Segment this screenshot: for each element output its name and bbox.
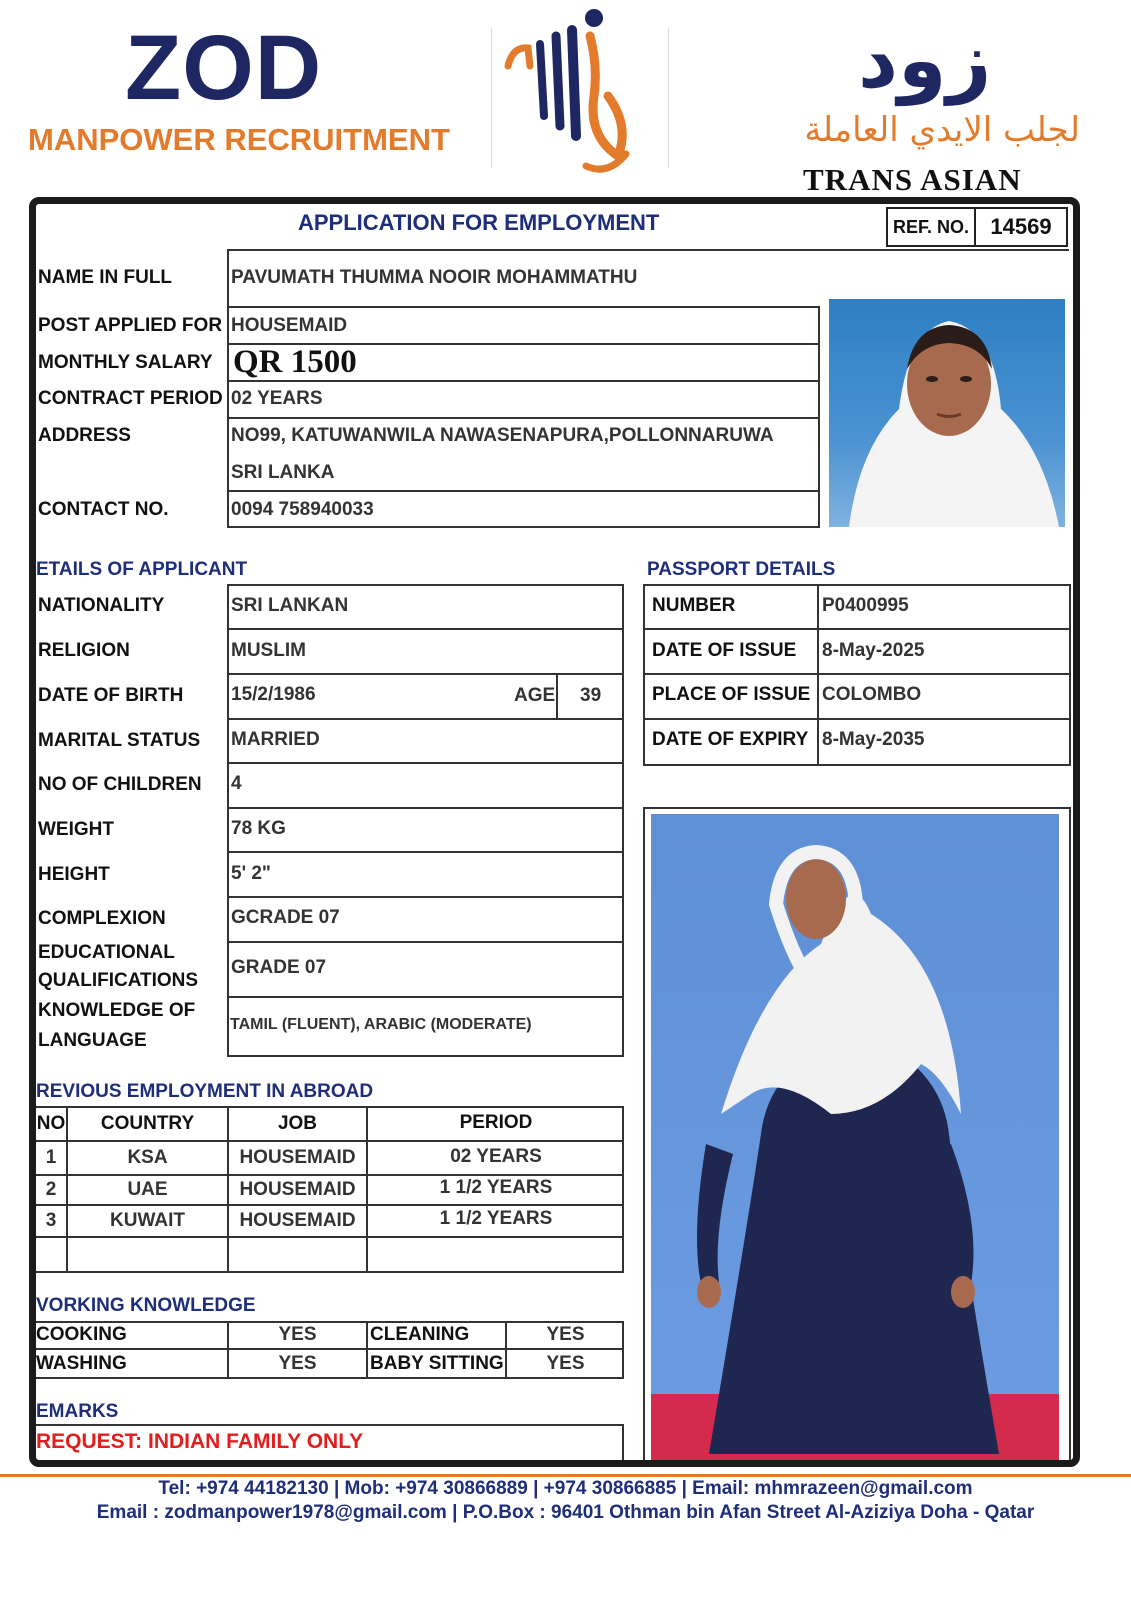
section-working-title: VORKING KNOWLEDGE [36,1295,256,1316]
label-language: KNOWLEDGE OF [38,1000,196,1021]
arabic-subtitle: لجلب الايدي العاملة [804,110,1080,150]
label-dob: DATE OF BIRTH [38,685,184,706]
prev-row-no: 2 [45,1179,57,1200]
label-education-line2: QUALIFICATIONS [38,970,199,991]
label-issue-place: PLACE OF ISSUE [652,684,811,705]
remarks-text: REQUEST: INDIAN FAMILY ONLY [36,1430,364,1453]
grid-line [227,673,624,675]
prev-row-period: 1 1/2 YEARS [439,1208,553,1229]
label-complexion: COMPLEXION [38,908,166,929]
label-passport-number: NUMBER [652,595,736,616]
value-issue-date: 8-May-2025 [822,640,925,661]
value-passport-number: P0400995 [822,595,909,616]
skill-cooking: COOKING [36,1324,127,1345]
full-body-photo [651,814,1059,1460]
ref-label: REF. NO. [888,209,976,245]
label-weight: WEIGHT [38,819,114,840]
label-religion: RELIGION [38,640,130,661]
value-contract: 02 YEARS [231,388,323,409]
value-post: HOUSEMAID [231,315,348,336]
grid-line [817,584,819,766]
label-post: POST APPLIED FOR [38,315,223,336]
company-logo-icon [498,6,638,176]
grid-line [366,1321,368,1379]
section-passport-title: PASSPORT DETAILS [647,559,836,580]
value-religion: MUSLIM [231,640,306,661]
section-previous-title: REVIOUS EMPLOYMENT IN ABROAD [36,1081,374,1102]
portrait-photo [829,299,1065,527]
grid-line [36,1424,624,1426]
grid-line [622,1424,624,1464]
skill-baby-sitting: BABY SITTING [370,1353,504,1374]
prev-row-period: 02 YEARS [450,1146,542,1167]
value-weight: 78 KG [231,818,286,839]
grid-line [227,249,1069,251]
prev-row-country: UAE [127,1179,168,1200]
skill-cleaning: CLEANING [370,1324,470,1345]
label-height: HEIGHT [38,864,110,885]
grid-line [36,1204,624,1206]
ref-number-box [886,207,1068,247]
grid-line [227,718,624,720]
value-children: 4 [231,773,242,794]
value-education: GRADE 07 [231,957,327,978]
label-expiry-date: DATE OF EXPIRY [652,729,809,750]
grid-line [227,490,820,492]
prev-header-no: NO [36,1113,66,1134]
grid-line [227,628,624,630]
grid-line [36,1348,624,1350]
prev-row-no: 3 [45,1210,57,1231]
footer-divider [0,1474,1131,1477]
prev-row-period: 1 1/2 YEARS [439,1177,553,1198]
grid-line [643,673,1071,675]
label-education: EDUCATIONAL [38,942,175,963]
grid-line [818,306,820,528]
value-nationality: SRI LANKAN [231,595,349,616]
grid-line [227,417,820,419]
grid-line [227,896,624,898]
label-age: AGE [514,685,556,706]
label-name: NAME IN FULL [38,267,173,288]
value-dob: 15/2/1986 [231,684,316,705]
skill-washing: WASHING [36,1353,127,1374]
value-issue-place: COLOMBO [822,684,922,705]
value-expiry-date: 8-May-2035 [822,729,925,750]
footer-contact: Tel: +974 44182130 | Mob: +974 30866889 | +974 30866885 | Email: mhmrazeen@gmail.com [158,1478,973,1499]
prev-row-no: 1 [45,1147,57,1168]
label-salary: MONTHLY SALARY [38,352,213,373]
grid-line [227,996,624,998]
arabic-brand: زود [858,16,992,106]
value-age: 39 [580,685,602,706]
grid-line [36,1174,624,1176]
value-complexion: GCRADE 07 [231,907,340,928]
value-address-line2: SRI LANKA [231,462,335,483]
grid-line [227,851,624,853]
header-divider [668,28,669,168]
label-language-line2: LANGUAGE [38,1030,147,1051]
grid-line [227,249,229,528]
value-height: 5' 2" [231,863,271,884]
skill-washing-value: YES [278,1353,317,1374]
label-contact: CONTACT NO. [38,499,169,520]
prev-header-period: PERIOD [459,1112,533,1133]
ref-value: 14569 [990,214,1052,239]
grid-line [227,762,624,764]
label-marital: MARITAL STATUS [38,730,201,751]
skill-cooking-value: YES [278,1324,317,1345]
footer-address: Email : zodmanpower1978@gmail.com | P.O.Box : 96401 Othman bin Afan Street Al-Aziziya Doha - Qatar [96,1502,1035,1523]
grid-line [556,673,558,719]
header-divider [491,28,492,168]
full-body-figure-icon [651,814,1059,1460]
label-contract: CONTRACT PERIOD [38,388,223,409]
grid-line [227,941,624,943]
trans-asian-label: TRANS ASIAN [803,162,1022,197]
grid-line [36,1236,624,1238]
grid-line [227,807,624,809]
prev-row-job: HOUSEMAID [239,1147,356,1168]
prev-header-country: COUNTRY [100,1113,195,1134]
brand-subtitle: MANPOWER RECRUITMENT [28,122,450,157]
prev-row-job: HOUSEMAID [239,1210,356,1231]
portrait-figure-icon [829,299,1065,527]
value-marital: MARRIED [231,729,320,750]
section-remarks-title: EMARKS [36,1401,119,1422]
skill-baby-sitting-value: YES [546,1353,585,1374]
grid-line [227,526,820,528]
prev-row-job: HOUSEMAID [239,1179,356,1200]
label-nationality: NATIONALITY [38,595,165,616]
skill-cleaning-value: YES [546,1324,585,1345]
prev-row-country: KUWAIT [110,1210,185,1231]
value-salary: QR 1500 [233,344,357,380]
application-form [29,197,1080,1467]
grid-line [227,306,820,308]
value-language: TAMIL (FLUENT), ARABIC (MODERATE) [230,1016,532,1033]
grid-line [643,718,1071,720]
grid-line [643,628,1071,630]
value-address: NO99, KATUWANWILA NAWASENAPURA,POLLONNARUWA [231,425,774,446]
value-contact: 0094 758940033 [231,499,374,520]
section-details-title: ETAILS OF APPLICANT [36,559,248,580]
prev-header-job: JOB [277,1113,318,1134]
prev-row-country: KSA [127,1147,168,1168]
brand-word: ZOD [125,17,323,119]
form-title: APPLICATION FOR EMPLOYMENT [298,210,660,235]
value-name: PAVUMATH THUMMA NOOIR MOHAMMATHU [231,267,638,288]
label-address: ADDRESS [38,425,131,446]
label-children: NO OF CHILDREN [38,774,202,795]
grid-line [36,1140,624,1142]
label-issue-date: DATE OF ISSUE [652,640,797,661]
